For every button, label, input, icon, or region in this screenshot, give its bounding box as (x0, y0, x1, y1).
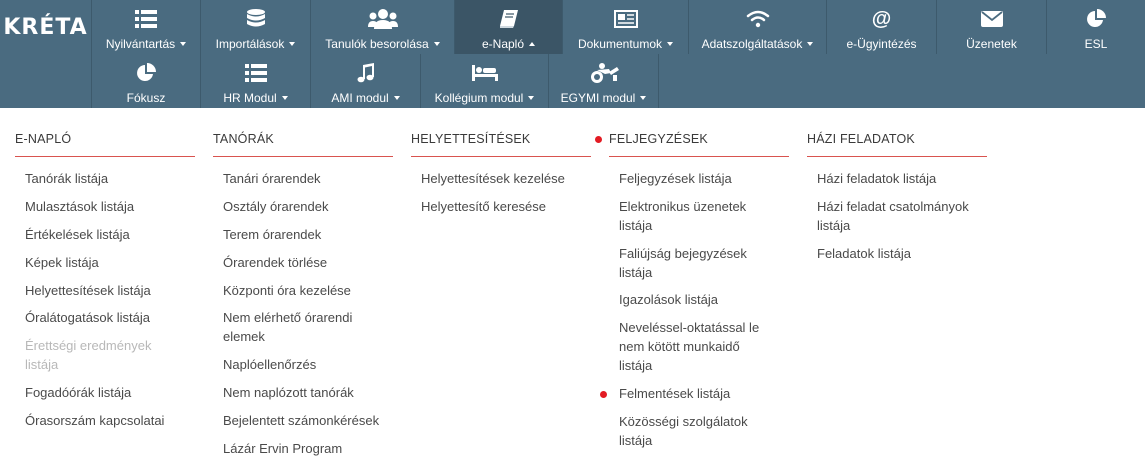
caret-down-icon (180, 42, 186, 46)
menu-item[interactable]: Óralátogatások listája (25, 310, 151, 325)
list-icon (135, 9, 157, 29)
notification-dot (595, 136, 602, 143)
menu-item[interactable]: Neveléssel-oktatással le nem kötött munkaidő listája (619, 320, 760, 373)
menu-item[interactable]: Központi óra kezelése (223, 283, 351, 298)
menu-item[interactable]: Felmentések listája (619, 386, 731, 401)
top-navbar (0, 0, 1145, 108)
nav-item-e-ugyintezes[interactable] (826, 0, 936, 54)
nav-label: ESL (1084, 37, 1108, 51)
nav-label: Importálások (215, 37, 285, 51)
menu-item[interactable]: Helyettesítések kezelése (421, 171, 565, 186)
caret-down-icon (640, 96, 646, 100)
nav-label: Nyilvántartás (105, 37, 176, 51)
nav-item-adatszolgaltatasok[interactable] (688, 0, 826, 54)
menu-item[interactable]: Házi feladatok listája (817, 171, 937, 186)
menu-item[interactable]: Órasorszám kapcsolatai (25, 413, 165, 428)
menu-item[interactable]: Közösségi szolgálatok listája (619, 414, 748, 448)
menu-item[interactable]: Feladatok listája (817, 246, 911, 261)
menu-column-header: TANÓRÁK (213, 132, 393, 157)
caret-down-icon (394, 96, 400, 100)
nav-item-dokumentumok[interactable] (562, 0, 688, 54)
nav-label: e-Napló (481, 37, 525, 51)
menu-column-header: E-NAPLÓ (15, 132, 195, 157)
nav-label: EGYMI modul (560, 91, 636, 105)
at-icon: @ (871, 8, 892, 30)
nav-item-e-naplo[interactable] (454, 0, 562, 54)
caret-down-icon (667, 42, 673, 46)
kreta-logo[interactable] (0, 0, 91, 54)
nav-item-ami-modul[interactable] (310, 54, 420, 108)
users-icon (368, 9, 398, 29)
menu-item[interactable]: Nem elérhető órarendi elemek (223, 310, 353, 344)
menu-column-header: FELJEGYZÉSEK (609, 132, 789, 157)
menu-item[interactable]: Órarendek törlése (223, 255, 328, 270)
nav-item-nyilvantartas[interactable] (91, 0, 200, 54)
menu-item[interactable]: Lázár Ervin Program (223, 441, 343, 456)
envelope-icon (981, 9, 1003, 29)
newspaper-icon (614, 9, 638, 29)
menu-column-header: HÁZI FELADATOK (807, 132, 987, 157)
caret-down-icon (807, 42, 813, 46)
nav-label: HR Modul (223, 91, 277, 105)
pie-chart-icon (136, 63, 156, 83)
nav-label: Fókusz (126, 91, 166, 105)
nav-label: Adatszolgáltatások (701, 37, 803, 51)
notification-dot (600, 391, 607, 398)
menu-item[interactable]: Bejelentett számonkérések (223, 413, 380, 428)
nav-label: AMI modul (331, 91, 389, 105)
menu-item[interactable]: Elektronikus üzenetek listája (619, 199, 747, 233)
menu-item[interactable]: Mulasztások listája (25, 199, 135, 214)
list-icon (245, 63, 267, 83)
nav-label: Dokumentumok (577, 37, 663, 51)
bed-icon (472, 63, 498, 83)
book-icon (499, 9, 519, 29)
wheelchair-icon (589, 63, 619, 83)
menu-item[interactable]: Tanári órarendek (223, 171, 321, 186)
nav-label: Tanulók besorolása (325, 37, 429, 51)
caret-down-icon (528, 96, 534, 100)
menu-item[interactable]: Fogadóórák listája (25, 385, 132, 400)
menu-item[interactable]: Helyettesítések listája (25, 283, 151, 298)
menu-item[interactable]: Naplóellenőrzés (223, 357, 317, 372)
menu-item[interactable]: Képek listája (25, 255, 99, 270)
nav-item-fokusz[interactable] (91, 54, 200, 108)
menu-item[interactable]: Nem naplózott tanórák (223, 385, 354, 400)
logo-text: KRÉTA (3, 14, 88, 40)
menu-item[interactable]: Terem órarendek (223, 227, 322, 242)
caret-down-icon (289, 42, 295, 46)
nav-item-uzenetek[interactable] (936, 0, 1046, 54)
menu-item[interactable]: Tanórák listája (25, 171, 109, 186)
menu-item[interactable]: Házi feladat csatolmányok listája (817, 199, 969, 233)
menu-item-disabled: Érettségi eredmények listája (25, 338, 152, 372)
e-naplo-mega-menu (0, 108, 1145, 476)
nav-label: Kollégium modul (434, 91, 524, 105)
nav-item-egymi-modul[interactable] (548, 54, 659, 108)
nav-item-tanulok-besorolasa[interactable] (310, 0, 454, 54)
menu-item[interactable]: Értékelések listája (25, 227, 130, 242)
caret-up-icon (529, 42, 535, 46)
menu-item[interactable]: Feljegyzések listája (619, 171, 732, 186)
menu-column-header: HELYETTESÍTÉSEK (411, 132, 591, 157)
menu-item[interactable]: Helyettesítő keresése (421, 199, 547, 214)
menu-item[interactable]: Osztály órarendek (223, 199, 329, 214)
wifi-icon (746, 9, 770, 29)
caret-down-icon (282, 96, 288, 100)
caret-down-icon (434, 42, 440, 46)
menu-item[interactable]: Faliújság bejegyzések listája (619, 246, 747, 280)
nav-item-importalasok[interactable] (200, 0, 310, 54)
nav-label: e-Ügyintézés (846, 37, 917, 51)
database-icon (247, 9, 265, 29)
nav-item-kollegium-modul[interactable] (420, 54, 548, 108)
nav-item-hr-modul[interactable] (200, 54, 310, 108)
pie-chart-icon (1086, 9, 1106, 29)
nav-item-esl[interactable] (1046, 0, 1145, 54)
music-icon (357, 63, 375, 83)
menu-item[interactable]: Igazolások listája (619, 292, 718, 307)
nav-label: Üzenetek (966, 37, 1017, 51)
